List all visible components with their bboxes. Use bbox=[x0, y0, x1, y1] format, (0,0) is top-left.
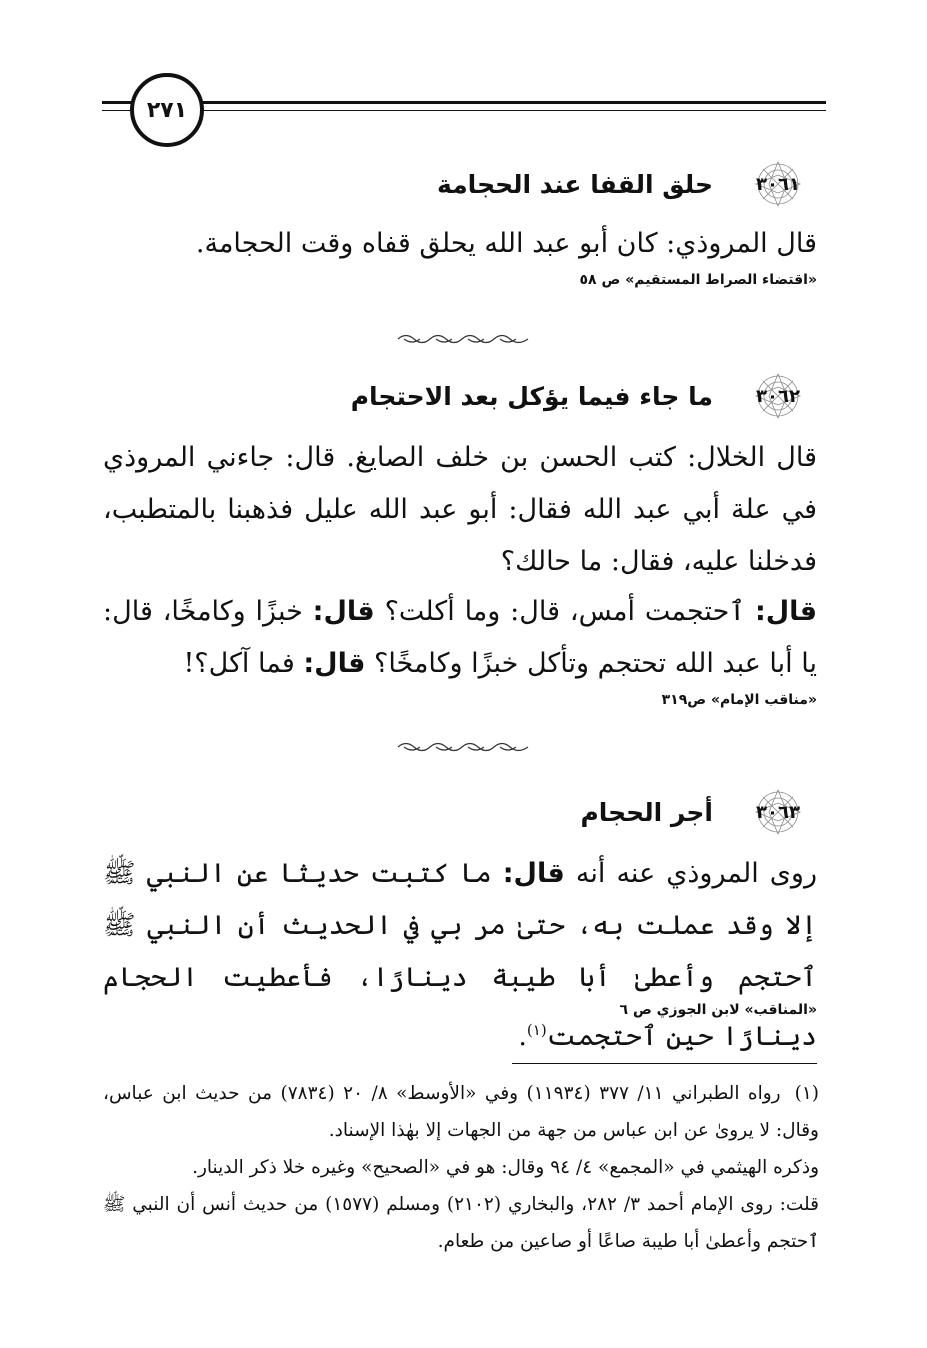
speaker-label: قال: bbox=[312, 596, 375, 627]
paragraph-text: روى المروذي عنه أنه bbox=[564, 858, 817, 889]
section-heading-3061 bbox=[437, 160, 817, 208]
page-number: ٢٧١ bbox=[130, 73, 204, 147]
source-citation: «مناقب الإمام» ص٣١٩ bbox=[661, 692, 817, 708]
section-number-badge bbox=[739, 372, 817, 420]
paragraph-end: . bbox=[518, 1021, 527, 1052]
section-title: ما جاء فيما يؤكل بعد الاحتجام bbox=[350, 381, 713, 411]
paragraph-text: ما كتبت حديثا عن النبي ﷺ إلا وقد عملت به، حتىٰ مر بي في الحديث أن النبي ﷺ ٱحتجم وأعطىٰ أبا طيبة دينارًا، فأعطيت الحجام دينارًا حين ٱحتجمت bbox=[103, 858, 817, 1052]
divider-ornament-icon bbox=[396, 332, 531, 346]
speaker-label: قال: bbox=[502, 858, 565, 889]
section-paragraph: قال الخلال: كتب الحسن بن خلف الصايغ. قال: جاءني المروذي في علة أبي عبد الله فقال: أبو عبد الله عليل فذهبنا بالمتطبب، فدخلنا عليه، فقال: ما حالك؟ bbox=[103, 442, 817, 577]
section-number: ٣٠٦٣ bbox=[756, 801, 800, 823]
footnote-separator bbox=[512, 1063, 817, 1064]
footnote bbox=[103, 1075, 819, 1260]
section-paragraph bbox=[103, 586, 817, 690]
section-title: حلق القفا عند الحجامة bbox=[437, 169, 713, 199]
paragraph-text: خبزًا وكامخًا، قال: يا أبا عبد الله تحتجم وتأكل خبزًا وكامخًا؟ bbox=[103, 596, 817, 679]
paragraph-text: فما آكل؟! bbox=[183, 648, 304, 679]
section-heading-3062 bbox=[351, 372, 817, 420]
divider-ornament-icon bbox=[396, 740, 531, 754]
footnote-reference[interactable]: (١) bbox=[526, 1021, 547, 1039]
header-rule-bottom bbox=[102, 110, 826, 111]
section-text: قال المروذي: كان أبو عبد الله يحلق قفاه وقت الحجامة. bbox=[195, 228, 817, 259]
section-number-badge bbox=[739, 160, 817, 208]
speaker-label: قال: bbox=[303, 648, 366, 679]
section-paragraph bbox=[103, 848, 817, 1063]
source-citation: «اقتضاء الصراط المستقيم» ص ٥٨ bbox=[579, 272, 817, 288]
speaker-label: قال: bbox=[754, 596, 817, 627]
source-citation: «المناقب» لابن الجوزي ص ٦ bbox=[619, 1002, 817, 1018]
footnote-text: رواه الطبراني ١١/ ٣٧٧ (١١٩٣٤) وفي «الأوسط» ٨/ ٢٠ (٧٨٣٤) من حديث ابن عباس، وقال: لا يرو‌ىٰ عن ابن عباس من جهة من الجهات إلا بهٰذا الإسناد. bbox=[103, 1083, 819, 1141]
footnote-number: (١) bbox=[794, 1083, 819, 1104]
section-title: أجر الحجام bbox=[580, 797, 713, 827]
section-number: ٣٠٦٢ bbox=[756, 385, 800, 407]
header-rule-top bbox=[102, 101, 826, 104]
footnote-line: وذكره الهيثمي في «المجمع» ٤/ ٩٤ وقال: هو في «الصحيح» وغيره خلا ذكر الدينار. bbox=[192, 1157, 819, 1178]
section-number-badge bbox=[739, 788, 817, 836]
section-heading-3063 bbox=[580, 788, 817, 836]
paragraph-text: ٱحتجمت أمس، قال: وما أكلت؟ bbox=[374, 596, 755, 627]
footnote-line bbox=[103, 1075, 819, 1149]
footnote-line: قلت: روى الإمام أحمد ٣/ ٢٨٢، والبخاري (٢١٠٢) ومسلم (١٥٧٧) من حديث أنس أن النبي ﷺ ٱحتجم وأعطىٰ أبا طيبة صاعًا أو صاعين من طعام. bbox=[103, 1194, 819, 1252]
section-number: ٣٠٦١ bbox=[756, 173, 800, 195]
